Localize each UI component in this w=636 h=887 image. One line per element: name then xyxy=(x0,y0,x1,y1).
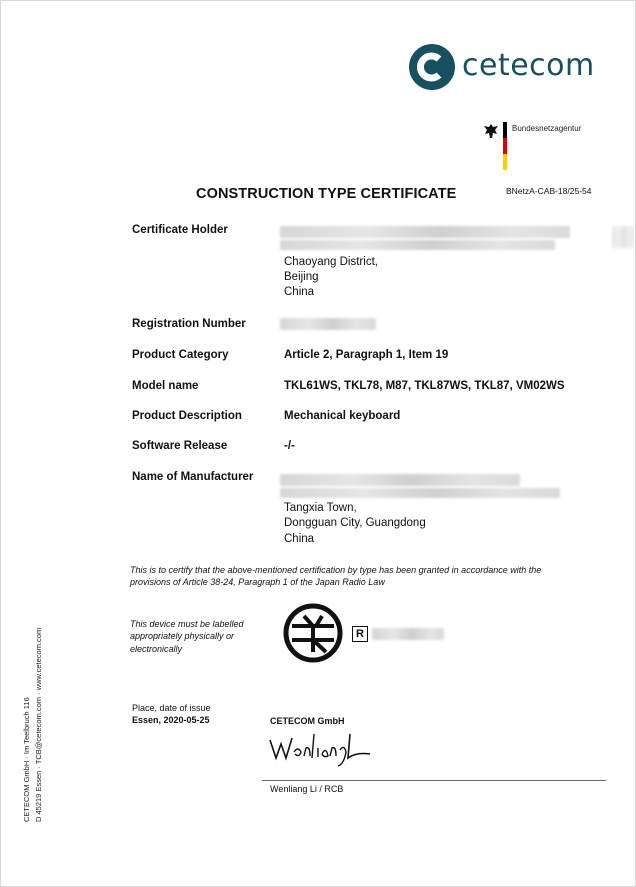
redacted-manufacturer-name xyxy=(280,474,520,486)
description-value: Mechanical keyboard xyxy=(284,410,401,422)
authority-name: Bundesnetzagentur xyxy=(512,124,582,133)
certify-statement-line: This is to certify that the above-mentioned certification by type has been granted in accordance with the xyxy=(130,565,542,575)
redacted-holder-extra xyxy=(612,226,634,248)
category-label: Product Category xyxy=(132,349,229,361)
label-note-line: This device must be labelled xyxy=(130,619,244,629)
giteki-mark-icon xyxy=(282,602,344,664)
model-value: TKL61WS, TKL78, M87, TKL87WS, TKL87, VM02WS xyxy=(284,380,565,392)
company-name: CETECOM GmbH xyxy=(270,716,345,726)
manufacturer-label: Name of Manufacturer xyxy=(132,471,254,483)
certificate-reference: BNetzA-CAB-18/25-54 xyxy=(506,186,592,196)
page-title: CONSTRUCTION TYPE CERTIFICATE xyxy=(196,186,457,202)
redacted-manufacturer-address xyxy=(280,488,560,498)
redacted-holder-name xyxy=(280,226,570,238)
redacted-registration-number xyxy=(280,318,376,330)
r-mark-label: R xyxy=(356,628,364,640)
signature-image xyxy=(266,728,376,768)
signer-name: Wenliang Li / RCB xyxy=(270,784,344,794)
german-flag-icon xyxy=(503,122,507,170)
holder-address-line: Chaoyang District, xyxy=(284,256,378,268)
label-note-line: electronically xyxy=(130,644,183,654)
registration-label: Registration Number xyxy=(132,318,246,330)
r-mark-box xyxy=(352,626,368,642)
cetecom-logo xyxy=(408,43,456,91)
manufacturer-address-line: Dongguan City, Guangdong xyxy=(284,517,426,529)
sidebar-text-line: D 45219 Essen · TCB@cetecom.com · www.cetecom.com xyxy=(34,627,43,822)
eagle-icon xyxy=(482,122,500,140)
signature-line xyxy=(262,780,606,781)
brand-name: cetecom xyxy=(462,48,595,83)
category-value: Article 2, Paragraph 1, Item 19 xyxy=(284,349,449,361)
holder-label: Certificate Holder xyxy=(132,224,228,236)
place-date-value: Essen, 2020-05-25 xyxy=(132,715,210,725)
redacted-holder-address xyxy=(280,240,555,250)
cetecom-logo-icon xyxy=(408,43,456,91)
manufacturer-address-line: Tangxia Town, xyxy=(284,502,357,514)
label-note-line: appropriately physically or xyxy=(130,631,235,641)
certify-statement-line: provisions of Article 38-24, Paragraph 1 of the Japan Radio Law xyxy=(130,577,385,587)
holder-address-line: Beijing xyxy=(284,271,319,283)
manufacturer-address-line: China xyxy=(284,533,315,545)
redacted-r-number xyxy=(372,628,444,640)
place-date-label: Place, date of issue xyxy=(132,703,211,713)
sidebar-text-line: CETECOM GmbH · Im Teelbruch 116 xyxy=(22,697,31,822)
software-label: Software Release xyxy=(132,440,228,452)
model-label: Model name xyxy=(132,380,199,392)
software-value: -/- xyxy=(284,440,295,452)
description-label: Product Description xyxy=(132,410,242,422)
holder-address-line: China xyxy=(284,286,315,298)
